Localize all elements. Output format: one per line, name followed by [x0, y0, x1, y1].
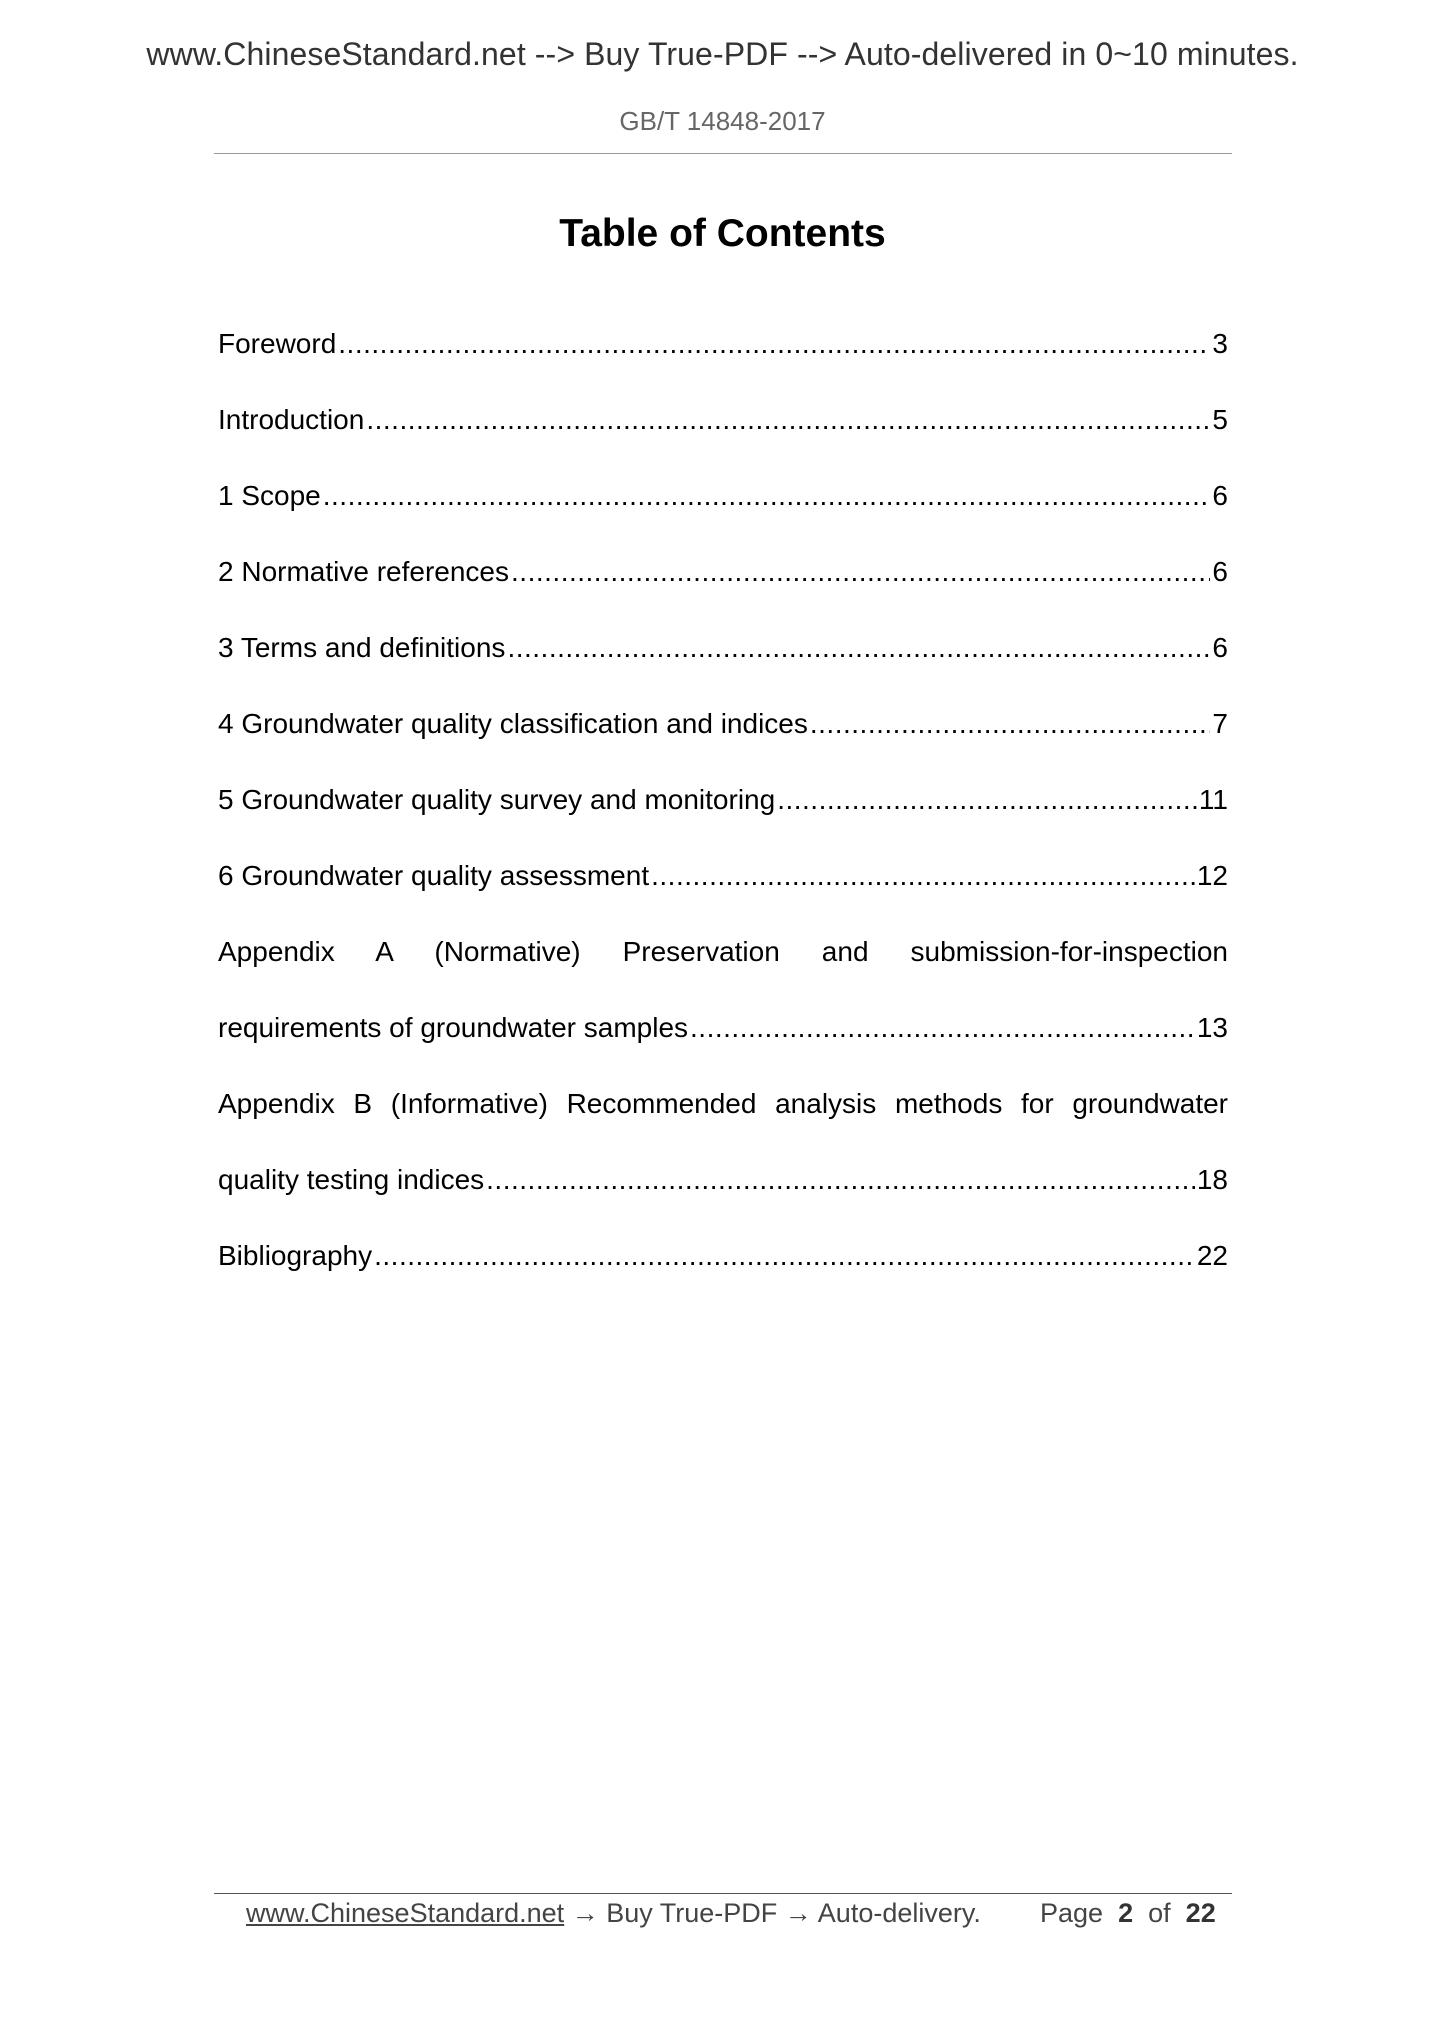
toc-leader-dots	[810, 708, 1211, 740]
toc-leader-dots	[338, 328, 1210, 360]
footer-buy-text: Buy True-PDF	[606, 1898, 778, 1928]
toc-entry-label: 2 Normative references	[218, 556, 510, 587]
toc-entry-page: 5	[1212, 404, 1228, 435]
toc-title: Table of Contents	[559, 212, 886, 255]
toc-entry-page: 18	[1196, 1164, 1228, 1195]
toc-entry-label: Bibliography	[218, 1240, 373, 1271]
toc-entry-page: 12	[1196, 860, 1228, 891]
toc-leader-dots	[486, 1164, 1195, 1196]
header-divider	[214, 153, 1232, 154]
toc-leader-dots	[690, 1012, 1195, 1044]
toc-entry-classification-indices[interactable]	[218, 686, 1228, 762]
toc-entry-label: quality testing indices	[218, 1164, 485, 1195]
toc-entry-introduction[interactable]	[218, 382, 1228, 458]
toc-entry-survey-monitoring[interactable]	[218, 762, 1228, 838]
toc-entry-appendix-b[interactable]	[218, 1142, 1228, 1218]
toc-entry-normative-references[interactable]	[218, 534, 1228, 610]
standard-number: GB/T 14848-2017	[619, 106, 826, 136]
toc-entry-label: 1 Scope	[218, 480, 321, 511]
toc-entry-appendix-a[interactable]	[218, 990, 1228, 1066]
toc-entry-page: 22	[1196, 1240, 1228, 1271]
toc-leader-dots	[651, 860, 1195, 892]
header-banner: www.ChineseStandard.net --> Buy True-PDF --> Auto-delivered in 0~10 minutes.	[146, 36, 1299, 72]
footer-links	[246, 1896, 981, 1930]
toc-entry-terms-definitions[interactable]	[218, 610, 1228, 686]
footer-auto-text: Auto-delivery.	[817, 1898, 981, 1928]
of-label: of	[1148, 1898, 1171, 1928]
toc-entry-page: 13	[1196, 1012, 1228, 1043]
toc-entry-appendix-b-line1[interactable]: Appendix B (Informative) Recommended analysis methods for groundwater	[218, 1088, 1228, 1119]
toc-entry-page: 6	[1212, 480, 1228, 511]
toc-entry-appendix-a-line1[interactable]: Appendix A (Normative) Preservation and submission-for-inspection	[218, 936, 1228, 967]
toc-entry-label: 4 Groundwater quality classification and indices	[218, 708, 808, 739]
toc-entry-bibliography[interactable]	[218, 1218, 1228, 1294]
page-indicator	[1040, 1896, 1216, 1930]
toc-entry-label: Introduction	[218, 404, 365, 435]
toc-entry-foreword[interactable]	[218, 306, 1228, 382]
toc-entry-page: 6	[1212, 556, 1228, 587]
toc-entry-page: 3	[1212, 328, 1228, 359]
toc-entry-page: 6	[1212, 632, 1228, 663]
arrow-right-icon: →	[784, 1898, 812, 1928]
toc-leader-dots	[374, 1240, 1195, 1272]
toc-entry-quality-assessment[interactable]	[218, 838, 1228, 914]
toc-entry-label: 3 Terms and definitions	[218, 632, 506, 663]
page-total: 22	[1185, 1898, 1216, 1928]
toc-leader-dots	[366, 404, 1210, 436]
arrow-right-icon: →	[571, 1898, 599, 1928]
footer-site-link[interactable]: www.ChineseStandard.net	[246, 1898, 565, 1928]
page-number: 2	[1118, 1898, 1134, 1928]
toc-entry-label: 5 Groundwater quality survey and monitoring	[218, 784, 776, 815]
toc-leader-dots	[777, 784, 1197, 816]
toc-entry-scope[interactable]	[218, 458, 1228, 534]
toc-entry-label: 6 Groundwater quality assessment	[218, 860, 650, 891]
toc-entry-label: requirements of groundwater samples	[218, 1012, 689, 1043]
toc-entry-page: 11	[1198, 784, 1228, 815]
page-label: Page	[1040, 1898, 1104, 1928]
toc-entry-label: Foreword	[218, 328, 337, 359]
toc-leader-dots	[323, 480, 1211, 512]
footer-divider	[214, 1893, 1232, 1894]
table-of-contents	[218, 306, 1228, 1294]
toc-leader-dots	[511, 556, 1210, 588]
toc-leader-dots	[507, 632, 1210, 664]
toc-entry-page: 7	[1212, 708, 1228, 739]
